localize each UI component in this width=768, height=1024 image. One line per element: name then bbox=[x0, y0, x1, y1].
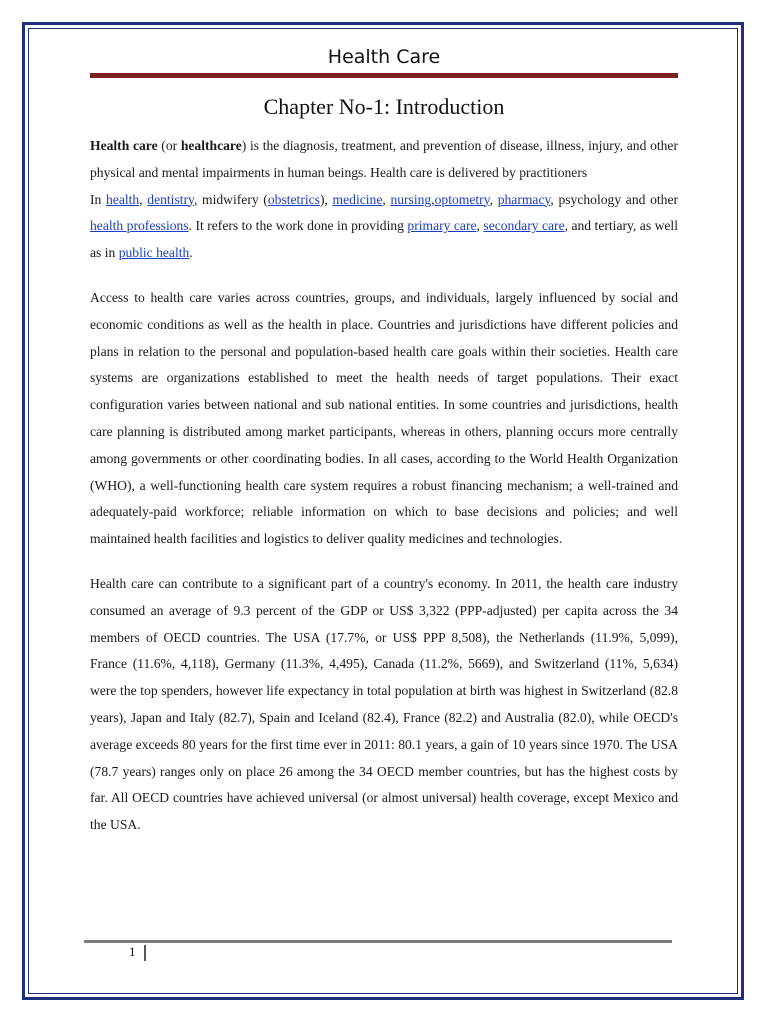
link-pharmacy[interactable]: pharmacy bbox=[497, 191, 551, 207]
text-run: , bbox=[382, 191, 391, 207]
link-health[interactable]: health bbox=[105, 191, 140, 207]
link-medicine[interactable]: medicine bbox=[332, 191, 383, 207]
access-paragraph: Access to health care varies across countries, groups, and individuals, largely influenced by social and economic conditions as well as the health in place. Countries and jurisdictions have different policies and plans in relation to the personal and population-based health care goals within their societies. Health care systems are organizations established to meet the health needs of target populations. Their exact configuration varies between national and sub national entities. In some countries and jurisdictions, health care planning is distributed among market participants, whereas in others, planning occurs more centrally among governments or other coordinating bodies. In all cases, according to the World Health Organization (WHO), a well-functioning health care system requires a robust financing mechanism; a well-trained and adequately-paid workforce; reliable information on which to base decisions and policies; and well maintained health facilities and logistics to deliver quality medicines and technologies. bbox=[90, 289, 678, 547]
text-run: , psychology and other bbox=[550, 191, 679, 207]
text-run: (or bbox=[157, 138, 181, 153]
text-run: , bbox=[431, 191, 435, 207]
document-body bbox=[90, 133, 678, 857]
text-run: , bbox=[489, 191, 498, 207]
footer-rule bbox=[84, 940, 672, 943]
text-run: . bbox=[189, 245, 193, 261]
link-public-health[interactable]: public health bbox=[118, 245, 190, 261]
chapter-heading: Chapter No-1: Introduction bbox=[263, 94, 505, 119]
link-obstetrics[interactable]: obstetrics bbox=[267, 191, 320, 207]
text-run: ), bbox=[319, 191, 333, 207]
intro-paragraph bbox=[90, 133, 678, 267]
text-run: . It refers to the work done in providing bbox=[188, 218, 408, 234]
link-nursing[interactable]: nursing bbox=[390, 191, 432, 207]
link-primary-care[interactable]: primary care bbox=[407, 218, 477, 234]
text-run: , and tertiary, as well as in bbox=[90, 218, 678, 261]
link-health-professions[interactable]: health professions bbox=[90, 218, 189, 234]
text-run: ) is the diagnosis, treatment, and prevention of disease, illness, injury, and other physical and mental impairments in human beings. Health care is delivered by practitioners bbox=[90, 138, 678, 180]
text-run: , bbox=[476, 218, 484, 234]
document-header-title: Health Care bbox=[327, 46, 441, 68]
term-healthcare: healthcare bbox=[180, 138, 242, 153]
page-number: 1 bbox=[129, 944, 136, 959]
page-number-divider bbox=[144, 945, 146, 961]
link-optometry[interactable]: optometry bbox=[434, 191, 490, 207]
term-health-care: Health care bbox=[90, 138, 158, 153]
link-dentistry[interactable]: dentistry bbox=[147, 191, 194, 207]
text-run: In bbox=[90, 191, 106, 207]
economy-paragraph: Health care can contribute to a significant part of a country's economy. In 2011, the health care industry consumed an average of 9.3 percent of the GDP or US$ 3,322 (PPP-adjusted) per capita across the 34 members of OECD countries. The USA (17.7%, or US$ PPP 8,508), the Netherlands (11.9%, 5,099), France (11.6%, 4,118), Germany (11.3%, 4,495), Canada (11.2%, 5669), and Switzerland (11%, 5,634) were the top spenders, however life expectancy in total population at birth was highest in Switzerland (82.8 years), Japan and Italy (82.7), Spain and Iceland (82.4), France (82.2) and Australia (82.0), while OECD's average exceeds 80 years for the first time ever in 2011: 80.1 years, a gain of 10 years since 1970. The USA (78.7 years) ranges only on place 26 among the 34 OECD member countries, but has the highest costs by far. All OECD countries have achieved universal (or almost universal) health coverage, except Mexico and the USA. bbox=[90, 575, 678, 833]
header-rule bbox=[90, 73, 678, 78]
text-run: , midwifery ( bbox=[193, 191, 268, 207]
link-secondary-care[interactable]: secondary care bbox=[483, 218, 565, 234]
text-run: , bbox=[139, 191, 148, 207]
